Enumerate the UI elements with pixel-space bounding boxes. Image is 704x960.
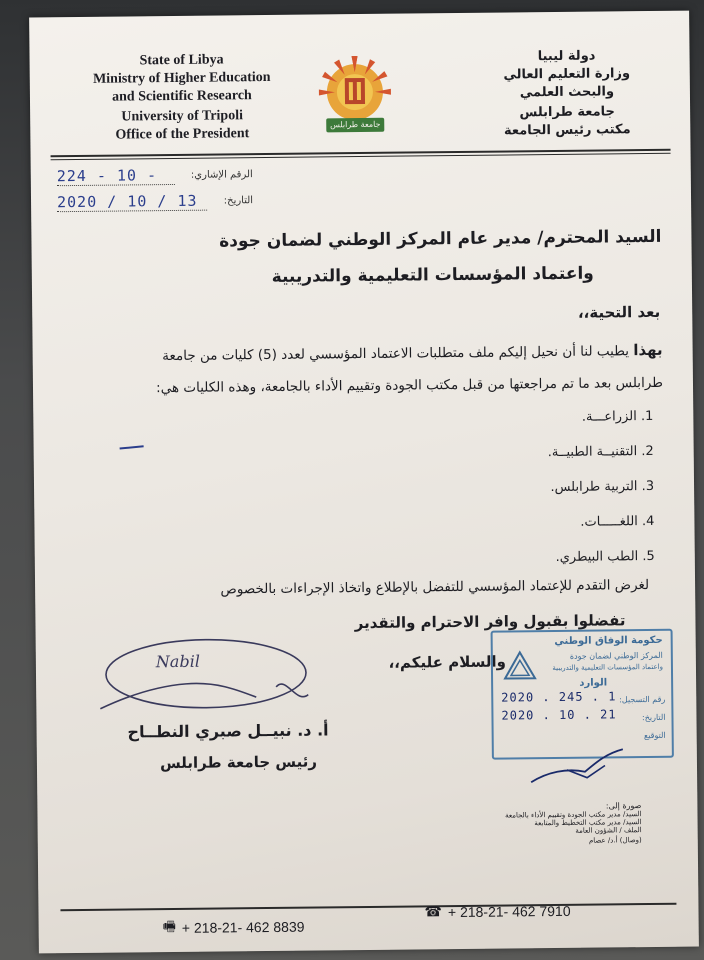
college-item: 2. التقنيــة الطبيــة. — [547, 443, 654, 461]
college-item: 1. الزراعـــة. — [581, 408, 654, 425]
ref-date-value: 2020 / 10 / 13 — [57, 192, 207, 213]
letter-page — [29, 11, 699, 954]
stamp-line-2: واعتماد المؤسسات التعليمية والتدريبية — [552, 662, 663, 673]
closing-salam: والسلام عليكم،، — [388, 652, 506, 672]
reference-block — [53, 165, 254, 219]
logo-caption: جامعة طرابلس — [329, 119, 381, 130]
college-list — [453, 409, 655, 586]
footer-divider — [60, 903, 676, 911]
body-lead-word: بهذا — [633, 340, 663, 360]
cc-item: الملف / الشؤون العامة — [575, 826, 642, 835]
received-stamp — [491, 629, 674, 760]
header-ar-ministry: وزارة التعليم العالي — [503, 66, 631, 83]
ref-date-label: التاريخ: — [223, 195, 254, 207]
stamp-title: حكومة الوفاق الوطني — [554, 634, 663, 648]
footer-fax — [163, 915, 305, 940]
pen-mark — [118, 442, 148, 452]
header-en-university: University of Tripoli — [121, 108, 244, 125]
header-english — [81, 51, 282, 145]
cc-label: صورة إلى: — [605, 801, 642, 811]
college-item: 4. اللغـــــات. — [580, 513, 655, 530]
fax-icon: 🖷 — [162, 917, 176, 935]
cc-footnote: (وصال) أ.د/ عصام — [588, 836, 642, 845]
cc-item: السيد/ مدير مكتب الجودة وتقييم الأداء بالجامعة — [505, 810, 642, 820]
body-line-2: طرابلس بعد ما تم مراجعتها من قبل مكتب الجودة وتقييم الأداء بالجامعة، وهذه الكليات هي: — [156, 374, 664, 397]
addressee-line-1: السيد المحترم/ مدير عام المركز الوطني لضمان جودة — [219, 226, 662, 252]
header-ar-state: دولة ليبيا — [537, 48, 596, 65]
header-en-ministry-2: and Scientific Research — [112, 88, 252, 105]
addressee-line-2: واعتماد المؤسسات التعليمية والتدريبية — [271, 263, 594, 287]
header-en-state: State of Libya — [139, 52, 224, 69]
stamp-reg-label: رقم التسجيل: — [619, 694, 666, 705]
stamp-triangle-icon — [503, 650, 537, 680]
logo-sunburst — [319, 56, 392, 121]
cc-block — [441, 801, 641, 846]
stamp-sign-label: التوقيع — [643, 730, 666, 741]
ref-number-value: 224 - 10 - — [57, 166, 175, 186]
phone-icon: ☎ — [424, 903, 443, 920]
closing-respect: تفضلوا بقبول وافر الاحترام والتقدير — [354, 611, 626, 633]
signatory-title: رئيس جامعة طرابلس — [159, 752, 318, 773]
footer-phone-number: + 218-21- 462 7910 — [447, 902, 571, 920]
header-en-office: Office of the President — [115, 126, 250, 143]
header-ar-ministry-2: والبحث العلمي — [519, 84, 615, 101]
stamp-date-value: 2020 . 10 . 21 — [501, 707, 617, 723]
body-line-1 — [63, 341, 663, 365]
ref-number-label: الرقم الإشاري: — [190, 169, 253, 181]
header-en-ministry: Ministry of Higher Education — [92, 69, 271, 87]
header-arabic — [481, 47, 652, 141]
greeting: بعد التحية،، — [577, 302, 661, 322]
stamp-signature-scribble — [527, 741, 648, 792]
stamp-line-1: المركز الوطني لضمان جودة — [569, 650, 663, 661]
signature-handwritten-name: Nabil — [155, 651, 200, 672]
purpose-line: لغرض التقدم للإعتماد المؤسسي للتفضل بالإطلاع واتخاذ الإجراءات بالخصوص — [220, 577, 650, 598]
university-logo — [311, 52, 398, 139]
college-item: 5. الطب البيطري. — [555, 548, 655, 565]
header-ar-university: جامعة طرابلس — [519, 104, 615, 121]
cc-item: السيد/ مدير مكتب التخطيط والمتابعة — [534, 818, 642, 828]
stamp-reg-value: 2020 . 245 . 1 — [501, 689, 617, 705]
footer-phone — [424, 902, 570, 921]
footer-fax-number: + 218-21- 462 8839 — [181, 918, 305, 936]
body-line-1-text: يطيب لنا أن نحيل إليكم ملف متطلبات الاعتماد المؤسسي لعدد (5) كليات من جامعة — [162, 343, 630, 365]
college-item: 3. التربية طرابلس. — [550, 478, 655, 496]
header-ar-office: مكتب رئيس الجامعة — [503, 122, 631, 139]
signatory-name: أ. د. نبيــل صبري النطــاح — [127, 720, 329, 742]
stamp-date-label: التاريخ: — [641, 712, 666, 723]
stamp-incoming: الوارد — [579, 677, 608, 689]
